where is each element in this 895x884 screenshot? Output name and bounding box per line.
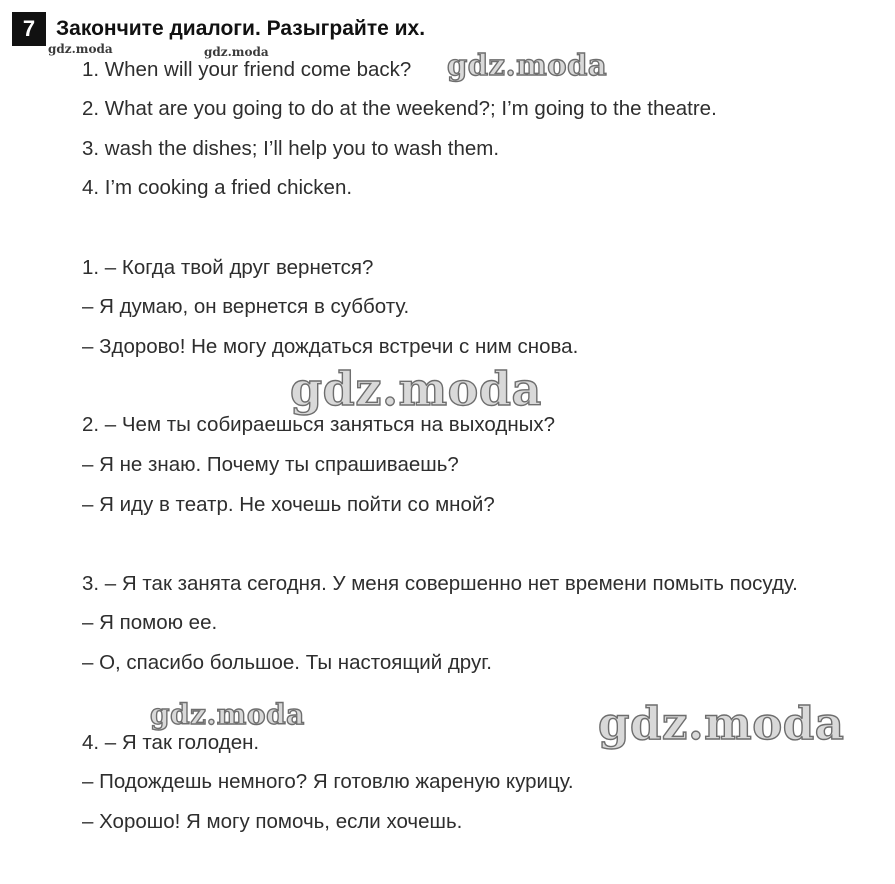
- answer-line: 3. wash the dishes; I’ll help you to wash them.: [82, 137, 500, 160]
- watermark: gdz.moda: [204, 45, 269, 59]
- exercise-number: 7: [12, 12, 46, 46]
- dialogue-line: – Я не знаю. Почему ты спрашиваешь?: [82, 453, 459, 476]
- dialogue-line: 1. – Когда твой друг вернется?: [82, 256, 374, 279]
- answer-line: 4. I’m cooking a fried chicken.: [82, 176, 353, 199]
- watermark: gdz.moda: [447, 48, 608, 82]
- exercise-header: [12, 12, 425, 46]
- watermark: gdz.moda: [598, 697, 845, 750]
- exercise-title: Закончите диалоги. Разыграйте их.: [56, 17, 426, 40]
- dialogue-line: 4. – Я так голоден.: [82, 731, 260, 754]
- watermark: gdz.moda: [48, 42, 113, 56]
- watermark: gdz.moda: [150, 698, 305, 731]
- answer-line: 1. When will your friend come back?: [82, 58, 412, 81]
- answer-line: 2. What are you going to do at the weekend?; I’m going to the theatre.: [82, 97, 717, 120]
- dialogue-line: – Здорово! Не могу дождаться встречи с ним снова.: [82, 335, 579, 358]
- dialogue-line: 3. – Я так занята сегодня. У меня совершенно нет времени помыть посуду.: [82, 572, 798, 595]
- dialogue-line: – Я помою ее.: [82, 611, 218, 634]
- dialogue-line: – О, спасибо большое. Ты настоящий друг.: [82, 651, 492, 674]
- dialogue-line: – Хорошо! Я могу помочь, если хочешь.: [82, 810, 463, 833]
- dialogue-line: – Подождешь немного? Я готовлю жареную курицу.: [82, 770, 574, 793]
- watermark: gdz.moda: [290, 362, 542, 416]
- dialogue-line: – Я иду в театр. Не хочешь пойти со мной?: [82, 493, 495, 516]
- dialogue-line: – Я думаю, он вернется в субботу.: [82, 295, 410, 318]
- dialogue-line: 2. – Чем ты собираешься заняться на выходных?: [82, 413, 556, 436]
